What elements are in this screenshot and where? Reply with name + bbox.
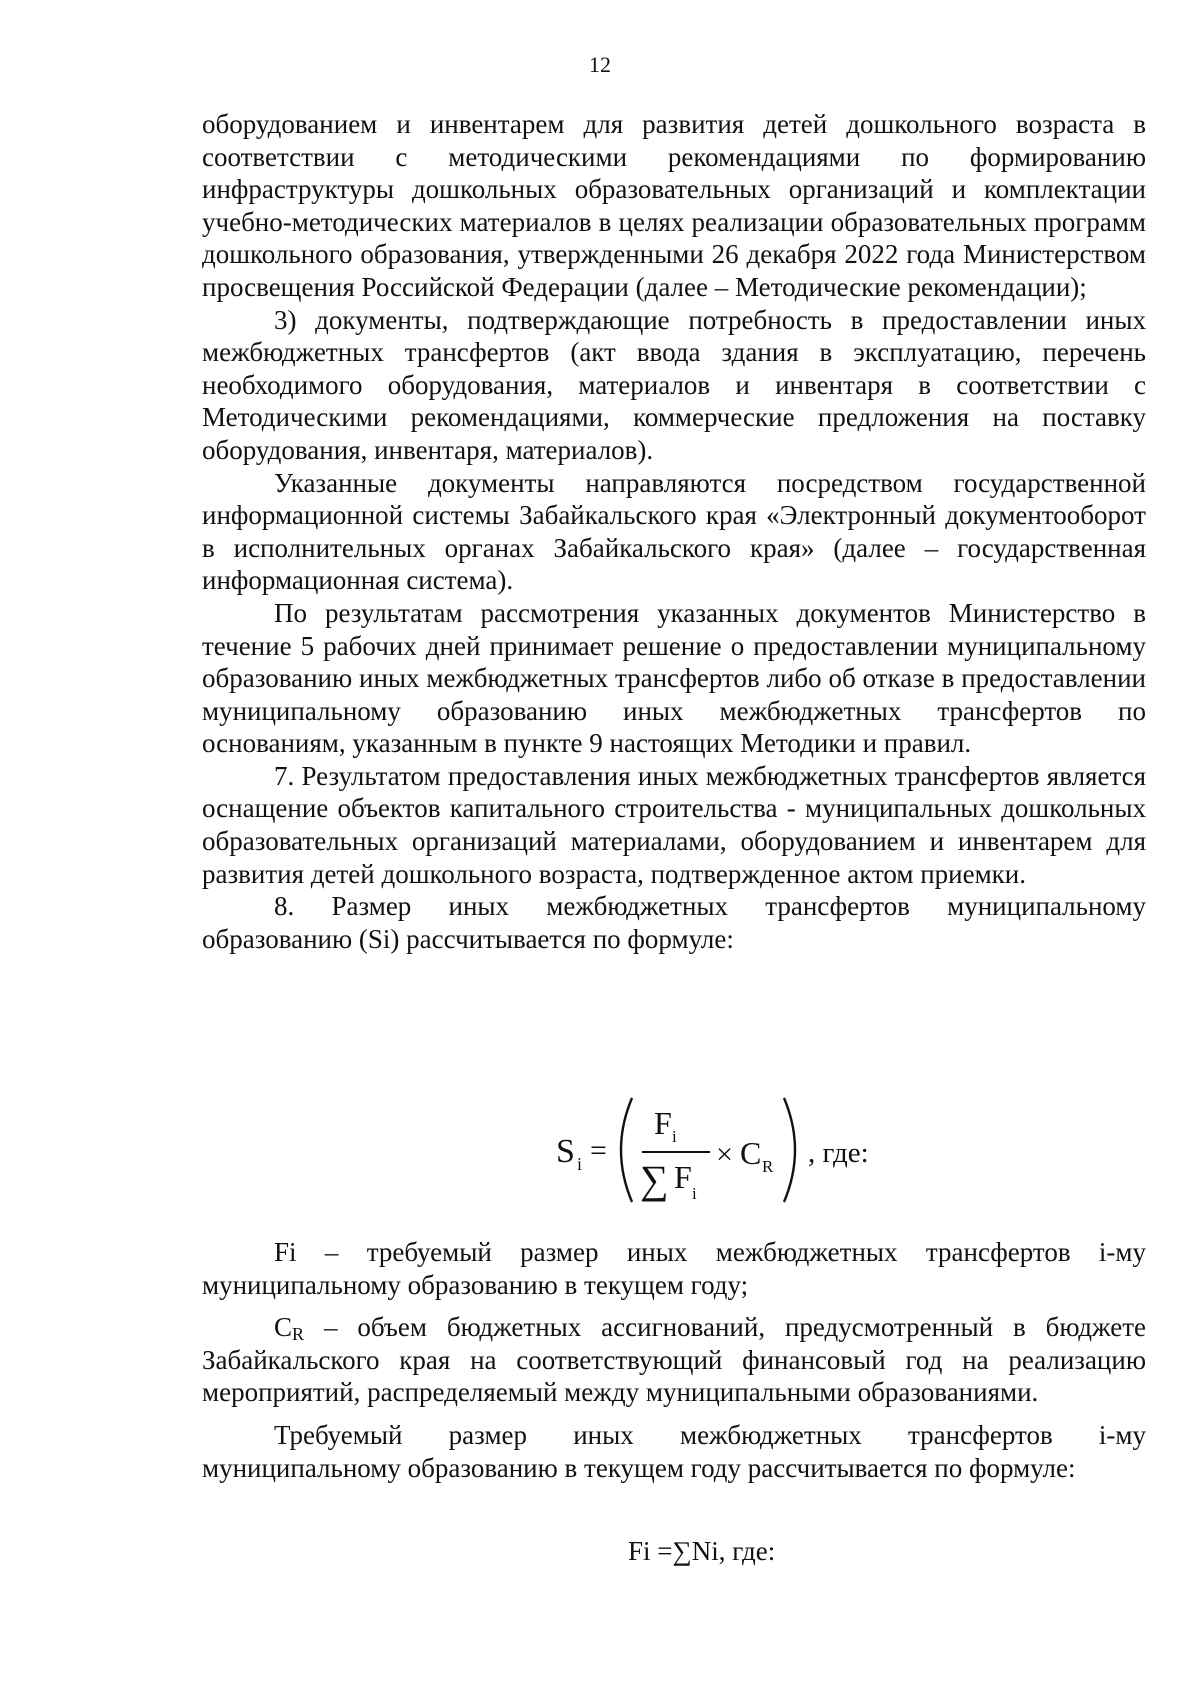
formula-den: F (674, 1159, 692, 1195)
formula-lhs-sub: i (577, 1154, 583, 1174)
paragraph: Требуемый размер иных межбюджетных трансфертов i-му муниципальному образованию в текущем году рассчитывается по формуле: (202, 1419, 1146, 1483)
definition-cr (202, 1311, 1146, 1409)
paragraph: 8. Размер иных межбюджетных трансфертов муниципальному образованию (Si) рассчитывается по формуле: (202, 891, 1146, 954)
formula-lhs: S (556, 1133, 575, 1170)
paragraph: Указанные документы направляются посредством государственной информационной системы Забайкальского края «Электронный документооборот в исполнительных органах Забайкальского края» (далее – государственная информационная система). (202, 467, 1146, 596)
page-number: 12 (589, 52, 611, 77)
paragraph: оборудованием и инвентарем для развития детей дошкольного возраста в соответствии с методическими рекомендациями по формированию инфраструктуры дошкольных образовательных организаций и комплектации учебно-методических материалов в целях реализации образовательных программ дошкольного образования, утвержденными 26 декабря 2022 года Министерством просвещения Российской Федерации (далее – Методические рекомендации); (202, 109, 1146, 302)
left-paren (621, 1098, 632, 1202)
formula-c: C (740, 1135, 762, 1171)
formula-num-sub: i (672, 1127, 677, 1146)
definition-fi: Fi – требуемый размер иных межбюджетных трансфертов i-му муниципальному образованию в текущем году; (202, 1237, 1146, 1300)
document-body (202, 108, 1146, 955)
cr-sub: R (292, 1324, 305, 1345)
cr-symbol: C (274, 1312, 293, 1343)
sum-symbol: ∑ (640, 1157, 669, 1202)
definitions (202, 1236, 1146, 1484)
svg-text:=: = (590, 1134, 607, 1167)
right-paren (784, 1098, 795, 1202)
paragraph: 7. Результатом предоставления иных межбюджетных трансфертов является оснащение объектов капитального строительства - муниципальных дошкольных образовательных организаций материалами, оборудованием и инвентарем для развития детей дошкольного возраста, подтвержденное актом приемки. (202, 760, 1146, 889)
formula-den-sub: i (692, 1184, 697, 1203)
paragraph: По результатам рассмотрения указанных документов Министерство в течение 5 рабочих дней принимает решение о предоставлении муниципальному образованию иных межбюджетных трансфертов либо об отказе в предоставлении муниципальному образованию иных межбюджетных трансфертов по основаниям, указанным в пункте 9 настоящих Методики и правил. (202, 597, 1146, 759)
formula-suffix: , где: (808, 1137, 869, 1169)
paragraph: 3) документы, подтверждающие потребность в предоставлении иных межбюджетных трансфертов (акт ввода здания в эксплуатацию, перечень необходимого оборудования, материалов и инвентаря в соответствии с Методическими рекомендациями, коммерческие предложения на поставку оборудования, инвентаря, материалов). (202, 304, 1146, 465)
cr-text: – объем бюджетных ассигнований, предусмотренный в бюджете Забайкальского края на соответствующий финансовый год на реализацию мероприятий, распределяемый между муниципальными образованиями. (202, 1312, 1146, 1408)
formula-num: F (654, 1105, 672, 1141)
formula-si (550, 1090, 910, 1210)
times-sign: × (716, 1138, 733, 1171)
formula-fi: Fi =∑Ni, где: (628, 1536, 776, 1566)
formula-c-sub: R (762, 1157, 774, 1176)
